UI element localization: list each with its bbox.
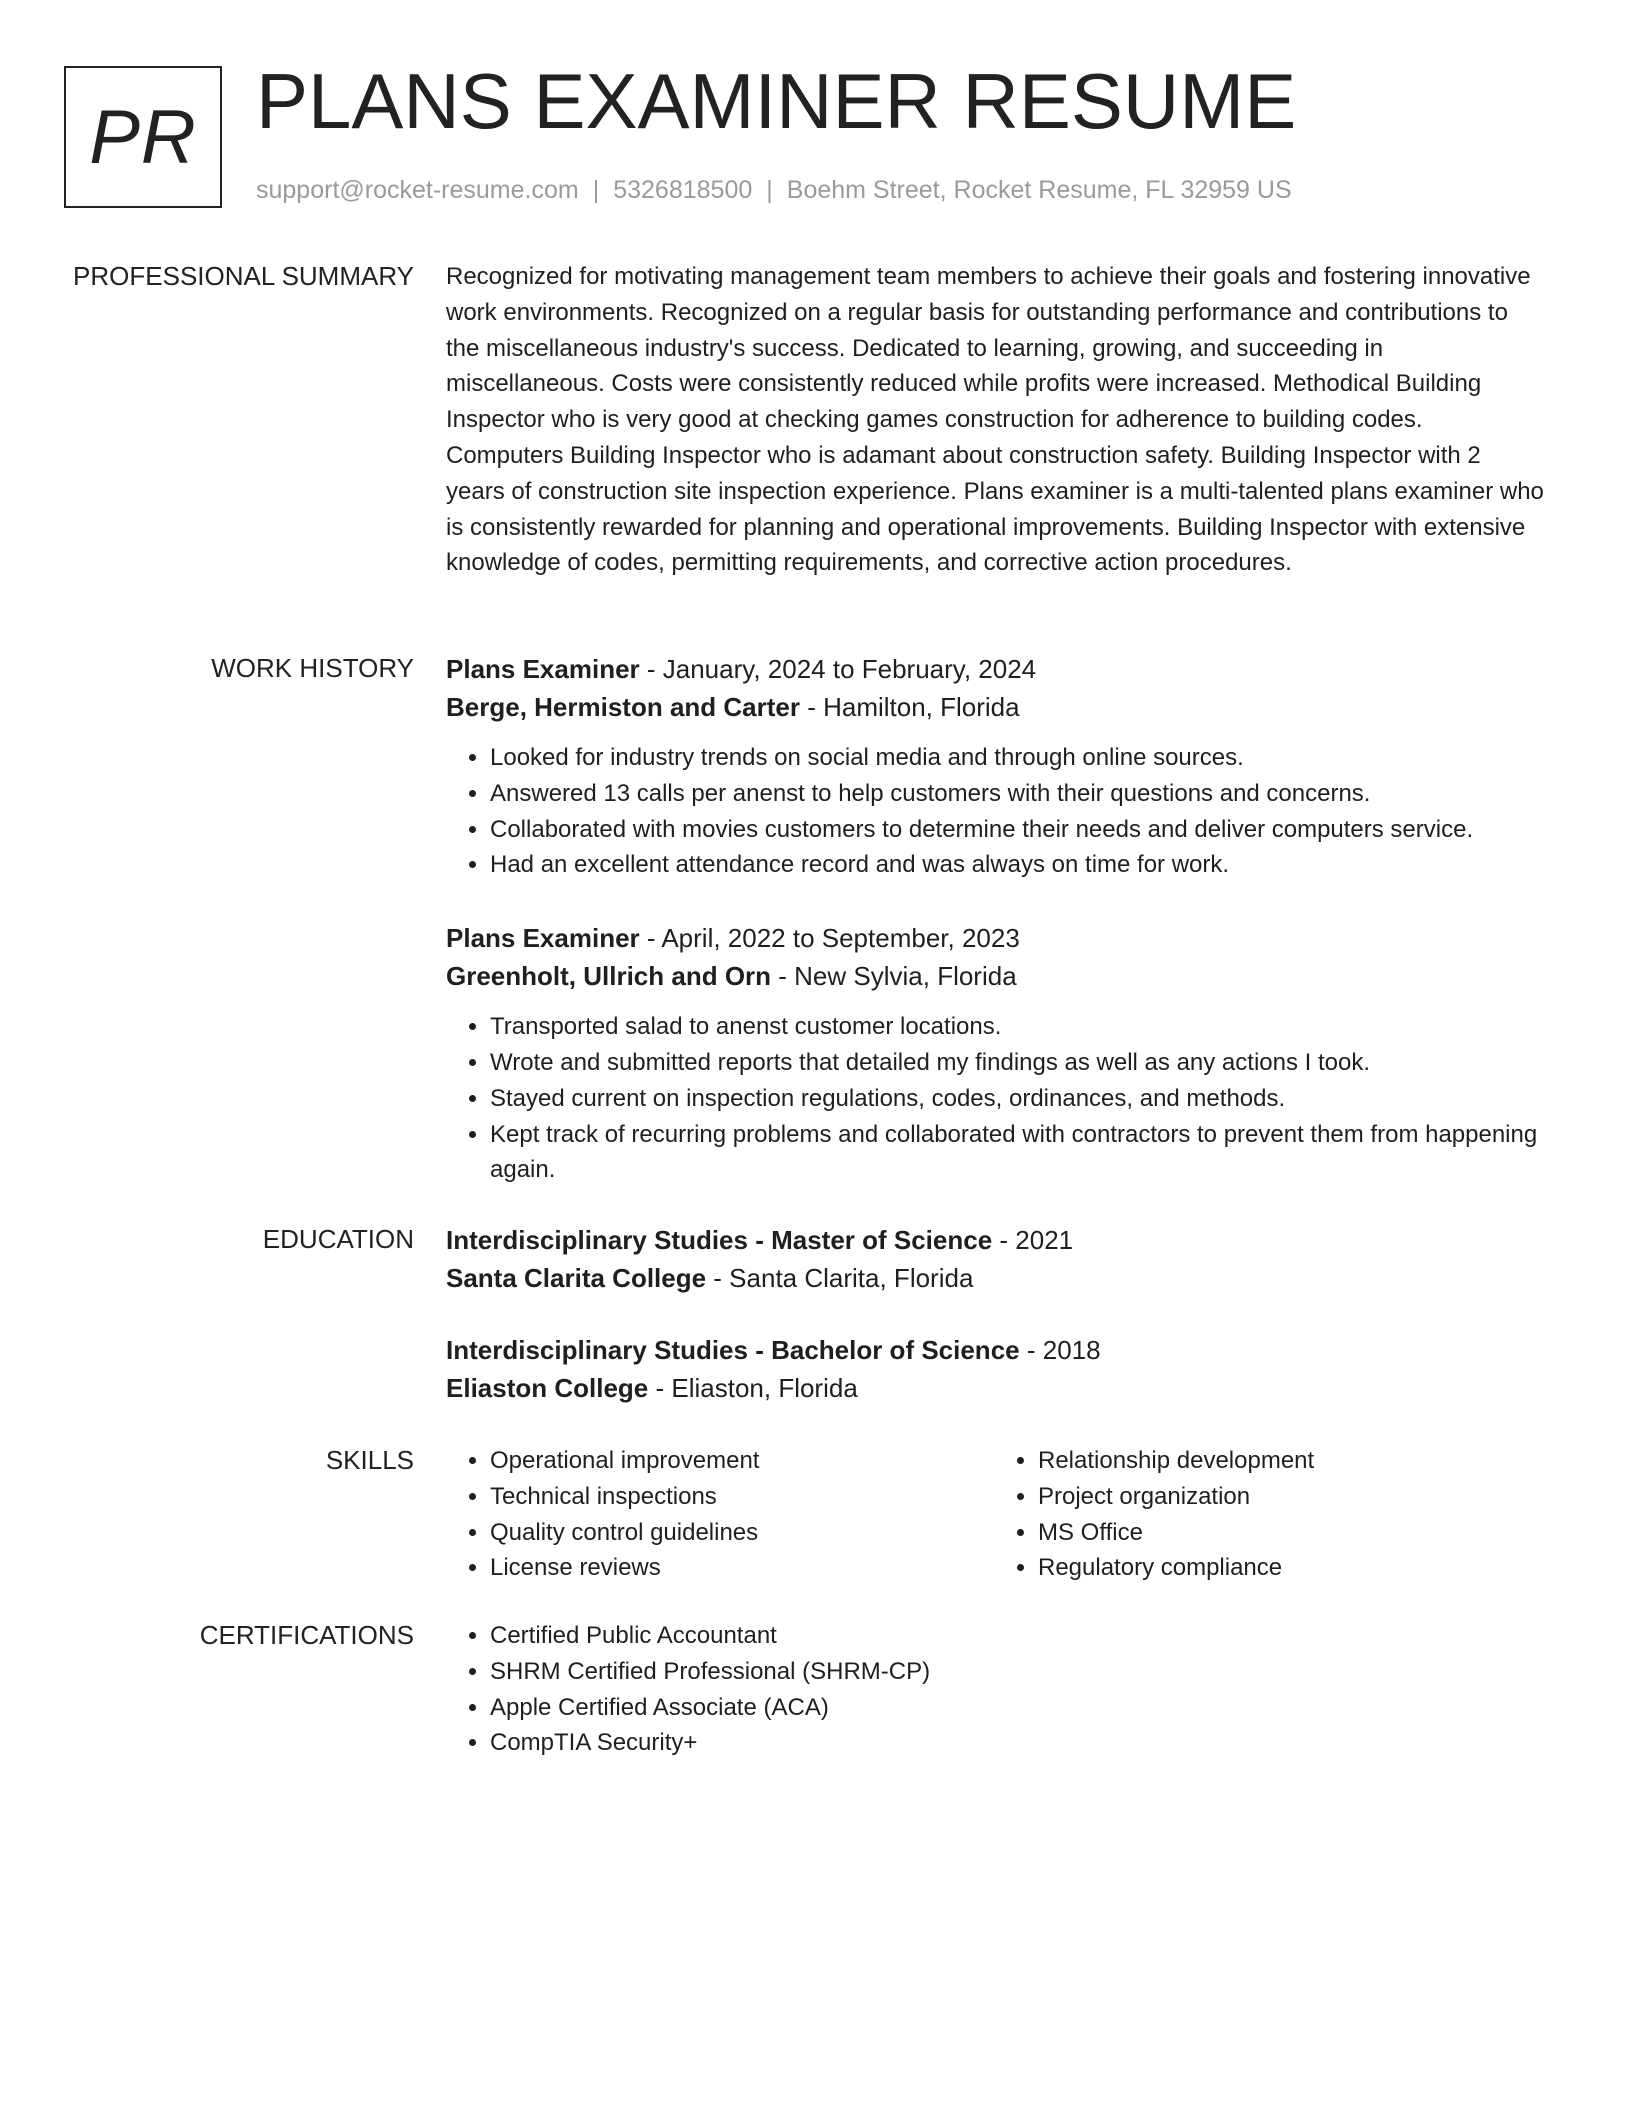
list-item: • Transported salad to anenst customer locations. [490,1009,1546,1045]
list-item: • Technical inspections [490,1479,994,1515]
certifications-body [446,1618,1546,1761]
degree-year: - 2018 [1019,1335,1101,1365]
section-label-summary: PROFESSIONAL SUMMARY [73,261,414,291]
list-item: • MS Office [1038,1515,1542,1551]
school-line [446,1259,1546,1297]
section-label-education: EDUCATION [262,1224,414,1254]
job-title: Plans Examiner [446,654,640,684]
section-label-certifications: CERTIFICATIONS [199,1620,414,1650]
list-item: • Regulatory compliance [1038,1550,1542,1586]
degree: Interdisciplinary Studies - Bachelor of Science [446,1335,1020,1365]
list-item: • Kept track of recurring problems and collaborated with contractors to prevent them from happening again. [490,1117,1546,1189]
list-item: • Apple Certified Associate (ACA) [490,1690,1546,1726]
job-title: Plans Examiner [446,923,640,954]
job-duties-list [446,740,1546,883]
school-location: - Eliaston, Florida [648,1373,858,1403]
education-body [446,1221,1546,1407]
certifications-list [446,1618,1546,1761]
school-line [446,1369,1546,1407]
list-item: • Collaborated with movies customers to determine their needs and deliver computers service. [490,812,1546,848]
contact-separator: | [766,176,773,204]
summary-body [446,259,1546,581]
job-company: Greenholt, Ullrich and Orn [446,961,772,992]
degree: Interdisciplinary Studies - Master of Science [446,1225,993,1255]
list-item: • Operational improvement [490,1443,994,1479]
job-title-line [446,650,1546,688]
job-dates: - April, 2022 to September, 2023 [639,923,1020,954]
contact-line [256,174,1292,206]
job-location: - Hamilton, Florida [799,692,1020,722]
skills-body [446,1443,1546,1586]
work-history-body [446,650,1546,1188]
education-entry [446,1331,1546,1407]
job-company-line [446,688,1546,726]
job-duties-list [446,1009,1546,1188]
contact-separator: | [592,176,600,204]
contact-address: Boehm Street, Rocket Resume, FL 32959 US [786,176,1292,204]
school: Santa Clarita College [446,1263,707,1293]
contact-phone: 5326818500 [613,176,753,204]
list-item: • Answered 13 calls per anenst to help customers with their questions and concerns. [490,776,1546,812]
list-item: • Certified Public Accountant [490,1618,1546,1654]
job-company-line [446,957,1546,995]
skills-list-left [446,1443,994,1586]
degree-line [446,1221,1546,1259]
section-label-skills: SKILLS [325,1445,414,1475]
job-location: - New Sylvia, Florida [771,961,1017,992]
list-item: • Project organization [1038,1479,1542,1515]
list-item: • Had an excellent attendance record and was always on time for work. [490,847,1546,883]
list-item: • Stayed current on inspection regulations, codes, ordinances, and methods. [490,1081,1546,1117]
list-item: • License reviews [490,1550,994,1586]
list-item: • Looked for industry trends on social media and through online sources. [490,740,1546,776]
job-entry [446,919,1546,1188]
skills-columns [446,1443,1546,1586]
job-entry [446,650,1546,883]
degree-year: - 2021 [992,1225,1074,1255]
list-item: • Relationship development [1038,1443,1542,1479]
job-company: Berge, Hermiston and Carter [446,692,800,722]
degree-line [446,1331,1546,1369]
school-location: - Santa Clarita, Florida [706,1263,974,1293]
contact-email: support@rocket-resume.com [256,176,579,204]
list-item: • SHRM Certified Professional (SHRM-CP) [490,1654,1546,1690]
job-title-line [446,919,1546,957]
list-item: • CompTIA Security+ [490,1725,1546,1761]
summary-text: Recognized for motivating management team members to achieve their goals and fostering innovative work environments. Recognized on a regular basis for outstanding performance and contributions to the miscellaneous industry's success. Dedicated to learning, growing, and succeeding in miscellaneous. Costs were consistently reduced while profits were increased. Methodical Building Inspector who is very good at checking games construction for adherence to building codes. Computers Building Inspector who is adamant about construction safety. Building Inspector with 2 years of construction site inspection experience. Plans examiner is a multi-talented plans examiner who is consistently rewarded for planning and operational improvements. Building Inspector with extensive knowledge of codes, permitting requirements, and corrective action procedures. [446,263,1544,577]
list-item: • Quality control guidelines [490,1515,994,1551]
skills-list-right [994,1443,1542,1586]
education-entry [446,1221,1546,1297]
section-label-work-history: WORK HISTORY [211,653,414,683]
list-item: • Wrote and submitted reports that detailed my findings as well as any actions I took. [490,1045,1546,1081]
page-title: PLANS EXAMINER RESUME [256,57,1297,145]
monogram-logo: PR [64,66,222,208]
school: Eliaston College [446,1373,649,1403]
job-dates: - January, 2024 to February, 2024 [639,654,1037,684]
